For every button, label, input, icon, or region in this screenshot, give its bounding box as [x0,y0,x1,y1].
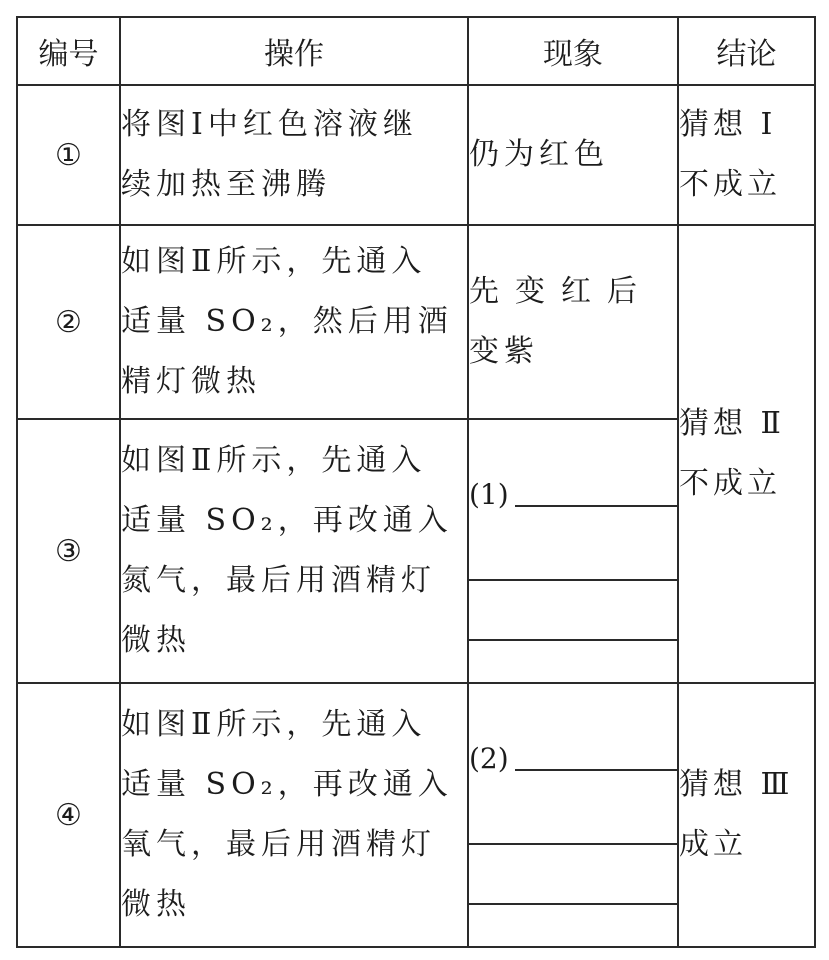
phenomenon-cell [468,683,678,947]
answer-blank[interactable] [469,845,677,905]
row-number: ① [17,85,120,225]
answer-blank[interactable] [515,505,677,507]
header-conclusion: 结论 [678,17,815,85]
experiment-table [16,16,816,948]
phenomenon-cell [468,419,678,683]
answer-blank[interactable] [469,521,677,581]
blank-label: (1) [469,478,509,511]
operation-line: 将图Ⅰ中红色溶液继 [121,107,418,142]
operation-line: 如图Ⅱ所示，先通入 [121,244,427,279]
table-row [17,225,815,419]
header-row [17,17,815,85]
row-number: ③ [17,419,120,683]
conclusion-line: 猜想 Ⅲ [679,767,794,802]
phenomenon-line: 变紫 [469,334,539,369]
operation-line: 适量 SO₂，再改通入 [121,503,453,538]
operation-line: 如图Ⅱ所示，先通入 [121,443,427,478]
conclusion-line: 不成立 [679,466,781,501]
operation-line: 适量 SO₂，然后用酒 [121,304,453,339]
phenomenon-cell [468,225,678,419]
operation-line: 续加热至沸腾 [121,167,331,202]
operation-line: 微热 [121,887,191,922]
phenomenon-cell [468,85,678,225]
row-number: ④ [17,683,120,947]
conclusion-cell [678,225,815,683]
operation-line: 适量 SO₂，再改通入 [121,767,453,802]
header-phenomenon: 现象 [468,17,678,85]
answer-blank[interactable] [469,581,677,641]
header-number: 编号 [17,17,120,85]
table-row [17,683,815,947]
table-row [17,85,815,225]
conclusion-line: 猜想 Ⅰ [679,107,777,142]
operation-cell [120,419,468,683]
phenomenon-line: 先变红后 [469,274,653,309]
operation-cell [120,683,468,947]
conclusion-line: 不成立 [679,167,781,202]
row-number: ② [17,225,120,419]
conclusion-line: 猜想 Ⅱ [679,406,785,441]
conclusion-line: 成立 [679,827,747,862]
header-operation: 操作 [120,17,468,85]
operation-line: 如图Ⅱ所示，先通入 [121,707,427,742]
operation-line: 微热 [121,623,191,658]
operation-line: 氧气，最后用酒精灯 [121,827,436,862]
operation-line: 氮气，最后用酒精灯 [121,563,436,598]
answer-blank[interactable] [469,785,677,845]
blank-label: (2) [469,742,509,775]
operation-cell [120,85,468,225]
operation-line: 精灯微热 [121,364,261,399]
answer-blank[interactable] [515,769,677,771]
conclusion-cell [678,683,815,947]
phenomenon-line: 仍为红色 [469,137,609,172]
operation-cell [120,225,468,419]
conclusion-cell [678,85,815,225]
